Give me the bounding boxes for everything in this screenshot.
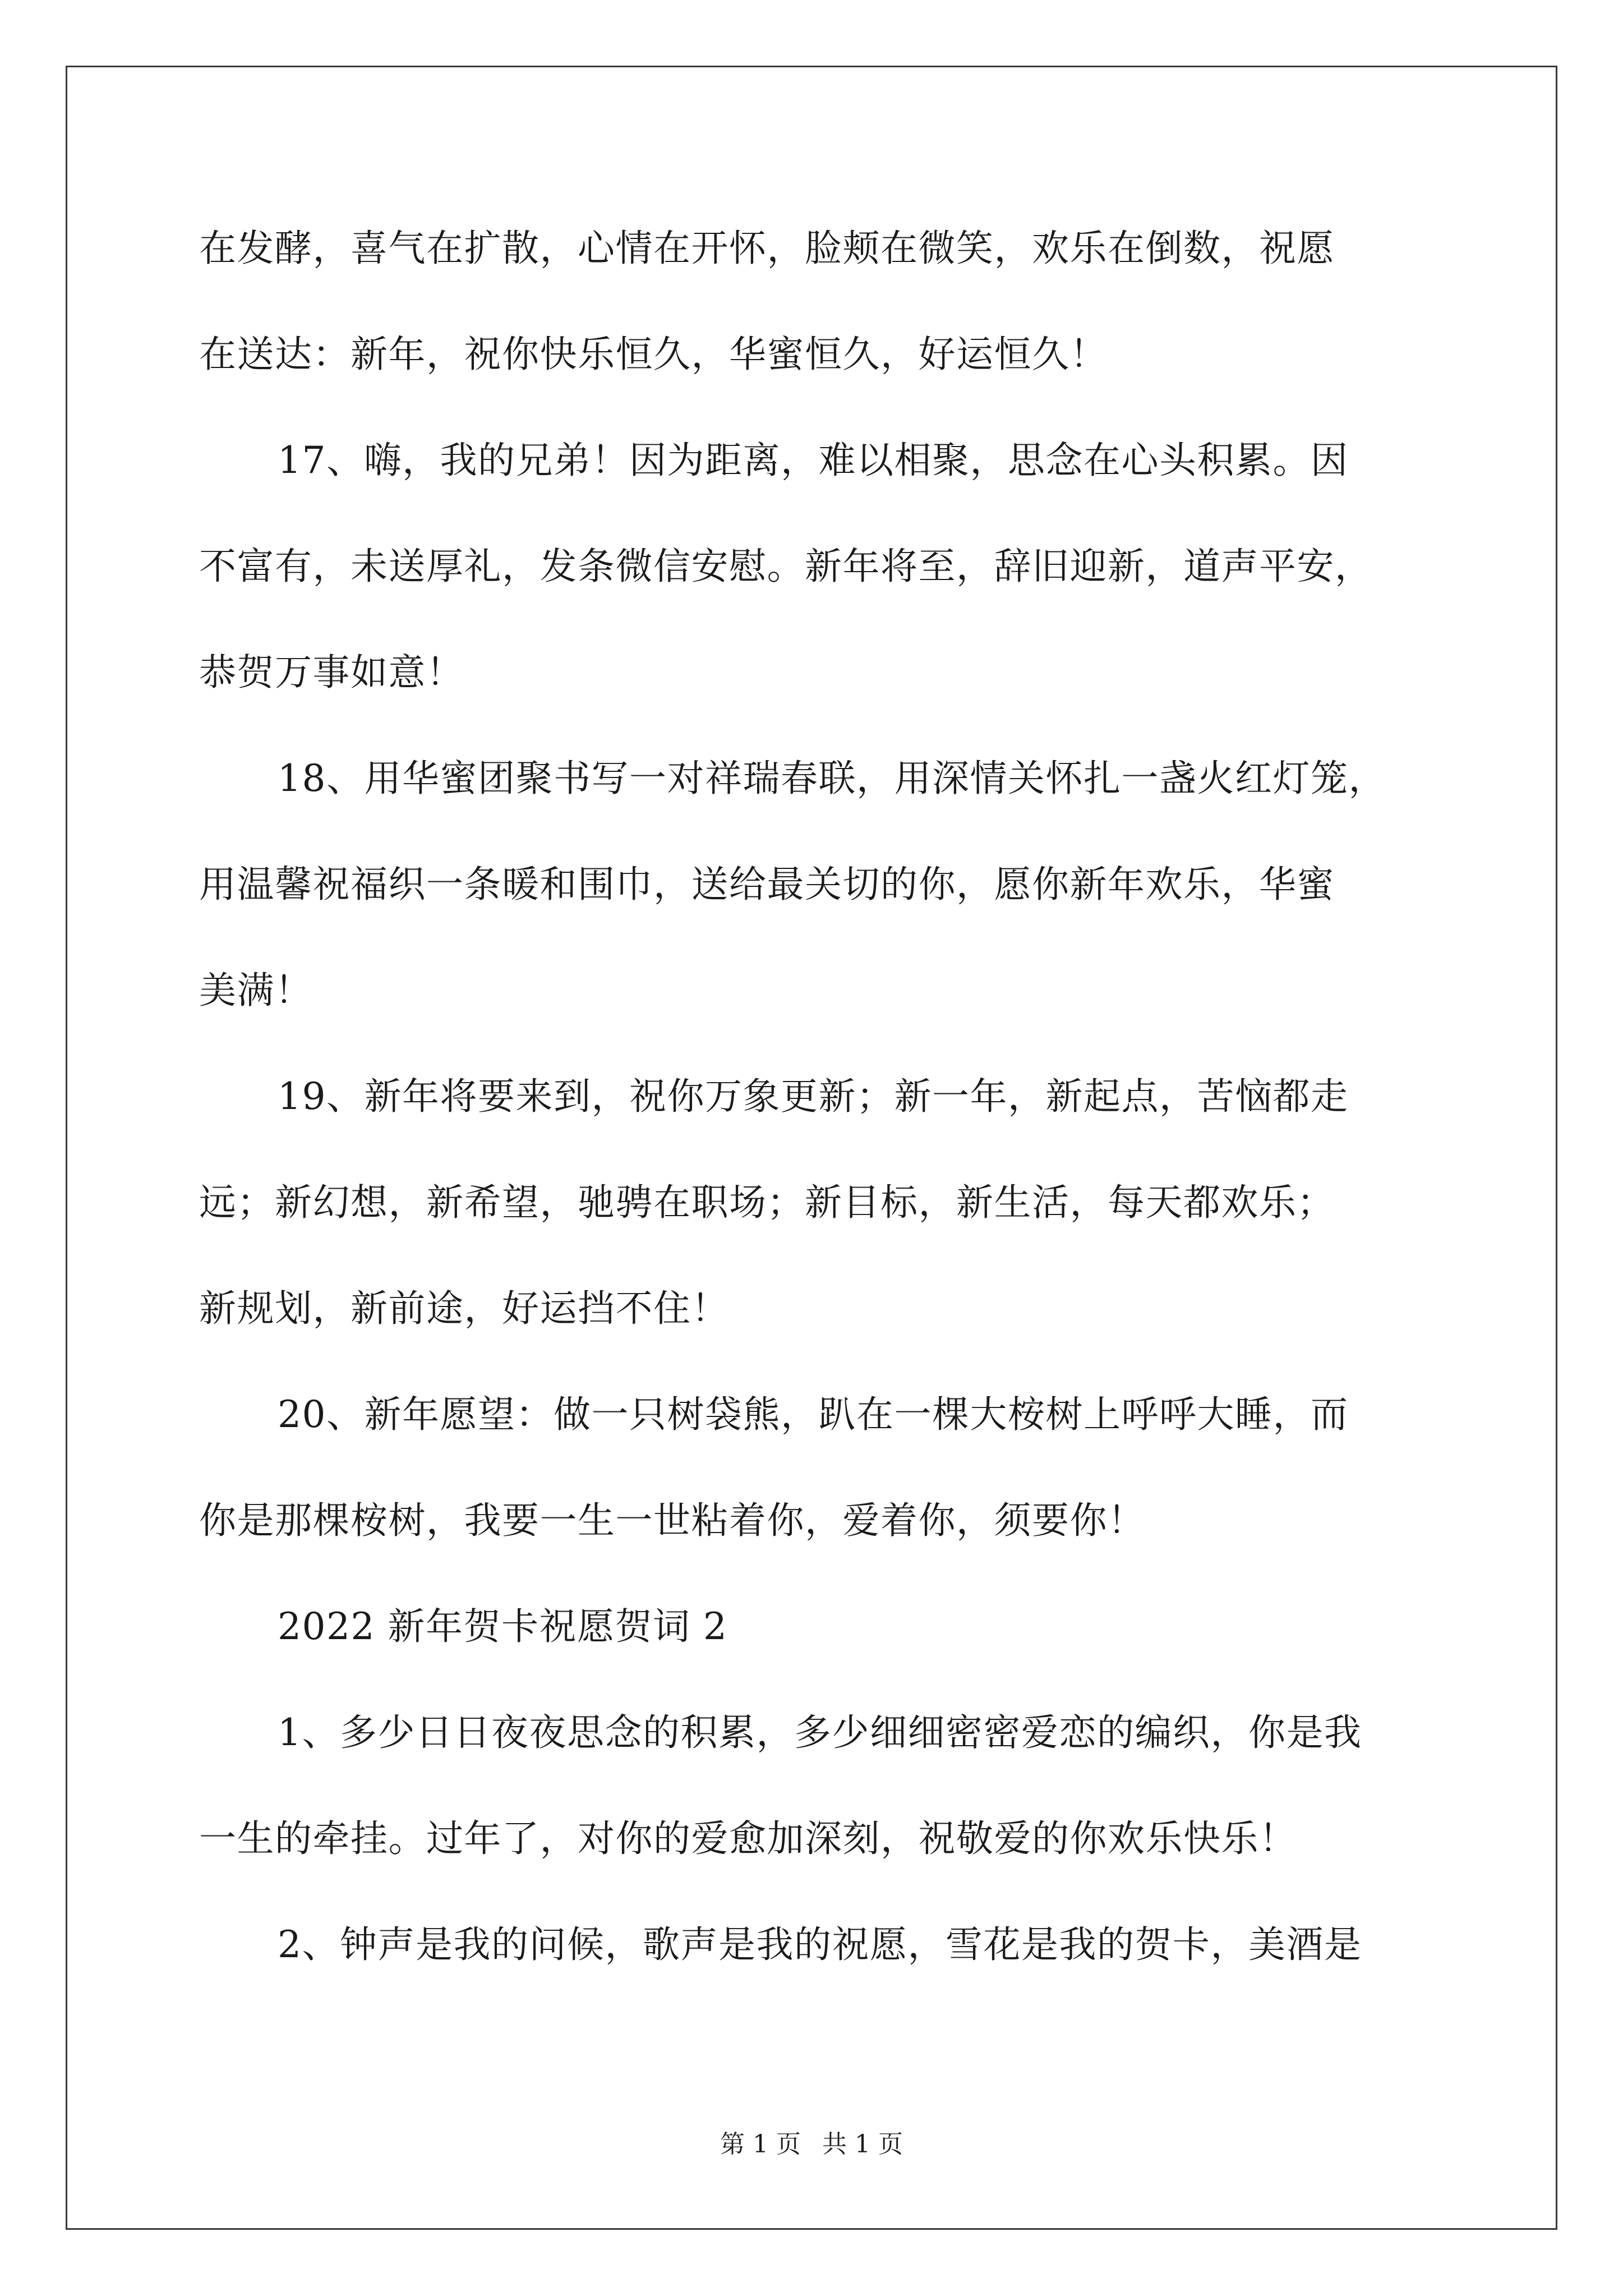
text-line: 在送达：新年，祝你快乐恒久，华蜜恒久，好运恒久！ — [199, 333, 1108, 376]
paragraph-1-start: 1、多少日日夜夜思念的积累，多少细细密密爱恋的编织，你是我 — [278, 1711, 1362, 1754]
text-line: 在发酵，喜气在扩散，心情在开怀，脸颊在微笑，欢乐在倒数，祝愿 — [199, 227, 1335, 270]
page-number: 第 1 页 — [720, 2130, 801, 2159]
text-line: 不富有，未送厚礼，发条微信安慰。新年将至，辞旧迎新，道声平安， — [199, 545, 1373, 588]
paragraph-2-start: 2、钟声是我的问候，歌声是我的祝愿，雪花是我的贺卡，美酒是 — [278, 1923, 1362, 1966]
section-heading: 2022 新年贺卡祝愿贺词 2 — [278, 1605, 728, 1648]
paragraph-17-start: 17、嗨，我的兄弟！因为距离，难以相聚，思念在心头积累。因 — [278, 439, 1349, 482]
paragraph-20-start: 20、新年愿望：做一只树袋熊，趴在一棵大桉树上呼呼大睡，而 — [278, 1393, 1349, 1436]
text-line: 新规划，新前途，好运挡不住！ — [199, 1287, 729, 1330]
text-line: 美满！ — [199, 969, 313, 1012]
text-line: 你是那棵桉树，我要一生一世粘着你，爱着你，须要你！ — [199, 1499, 1146, 1542]
page-footer — [0, 2129, 1623, 2160]
text-line: 远；新幻想，新希望，驰骋在职场；新目标，新生活，每天都欢乐； — [199, 1181, 1335, 1224]
paragraph-18-start: 18、用华蜜团聚书写一对祥瑞春联，用深情关怀扎一盏火红灯笼， — [278, 757, 1386, 800]
text-line: 用温馨祝福织一条暖和围巾，送给最关切的你，愿你新年欢乐，华蜜 — [199, 863, 1335, 906]
text-line: 一生的牵挂。过年了，对你的爱愈加深刻，祝敬爱的你欢乐快乐！ — [199, 1817, 1297, 1860]
page-total: 共 1 页 — [822, 2130, 903, 2159]
page-border — [66, 66, 1557, 2230]
text-line: 恭贺万事如意！ — [199, 651, 464, 694]
paragraph-19-start: 19、新年将要来到，祝你万象更新；新一年，新起点，苦恼都走 — [278, 1075, 1349, 1118]
